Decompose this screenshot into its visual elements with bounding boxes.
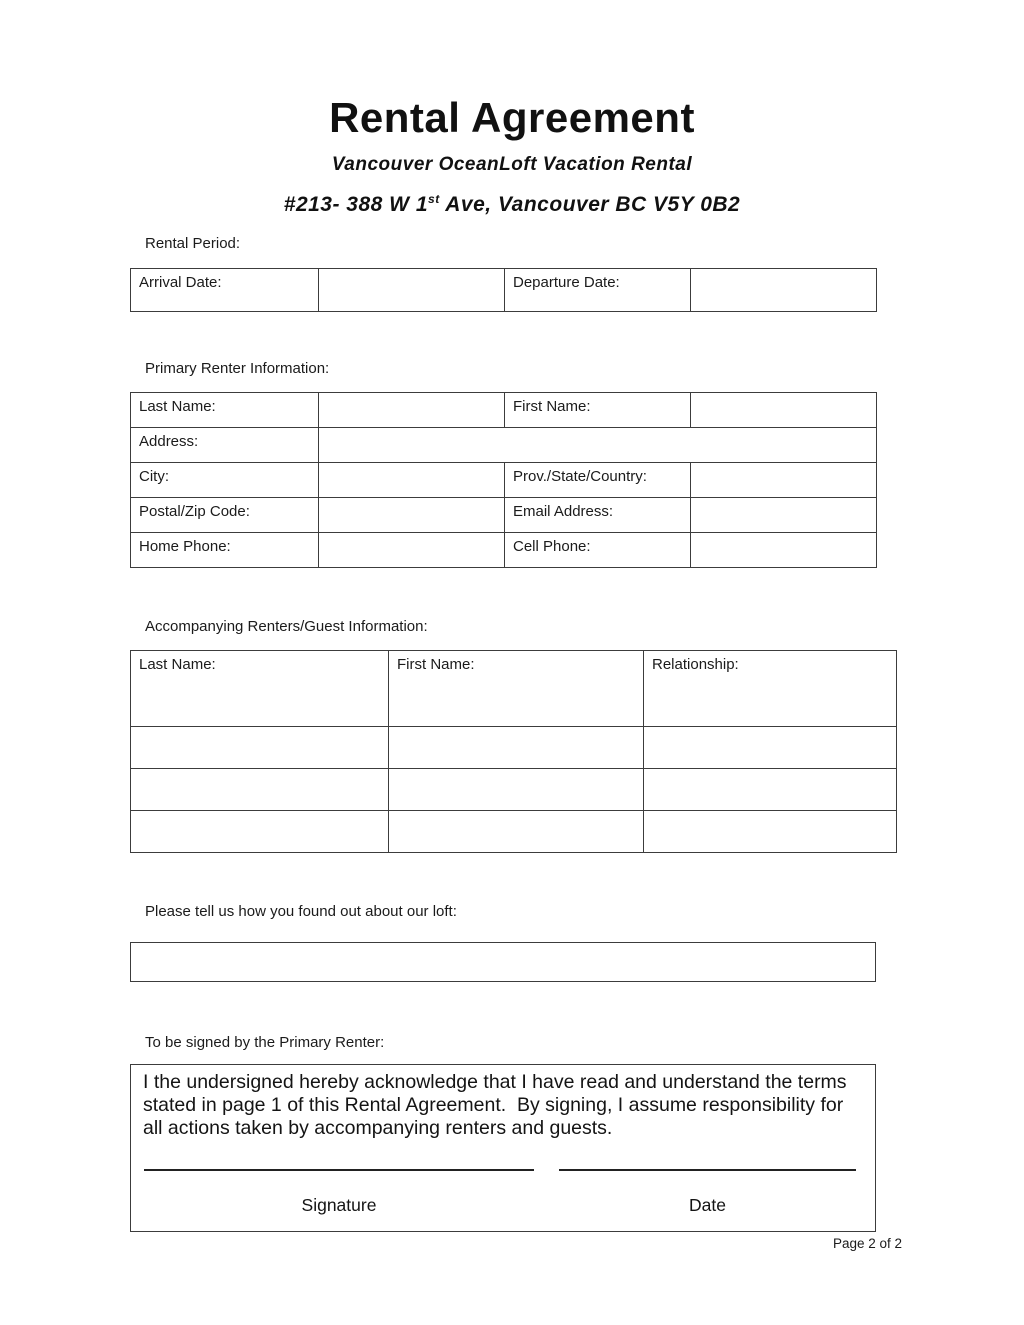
- rental-period-section-label: Rental Period:: [145, 235, 241, 252]
- guest-last-name-header-cell: Last Name:: [131, 651, 389, 727]
- guest-first-name-header-cell: First Name:: [389, 651, 644, 727]
- referral-input-box[interactable]: [130, 942, 876, 982]
- first-name-input-cell[interactable]: [691, 393, 877, 428]
- referral-section-label: Please tell us how you found out about our loft:: [145, 903, 457, 920]
- email-label-cell: Email Address:: [505, 498, 691, 533]
- city-input-cell[interactable]: [319, 463, 505, 498]
- first-name-label-cell: First Name:: [505, 393, 691, 428]
- cell-phone-label-cell: Cell Phone:: [505, 533, 691, 568]
- email-input-cell[interactable]: [691, 498, 877, 533]
- cell-phone-input-cell[interactable]: [691, 533, 877, 568]
- prov-state-country-label-cell: Prov./State/Country:: [505, 463, 691, 498]
- signature-box: [130, 1064, 876, 1232]
- prov-state-country-input-cell[interactable]: [691, 463, 877, 498]
- guest-first-name-input-cell[interactable]: [389, 769, 644, 811]
- primary-renter-table: [130, 392, 877, 568]
- signature-section-label: To be signed by the Primary Renter:: [145, 1034, 385, 1051]
- guest-header-row: [131, 651, 897, 727]
- last-name-label-cell: Last Name:: [131, 393, 319, 428]
- guest-row: [131, 811, 897, 853]
- guest-first-name-input-cell[interactable]: [389, 811, 644, 853]
- primary-renter-section-label: Primary Renter Information:: [145, 360, 330, 377]
- document-address: [0, 192, 1024, 217]
- last-name-input-cell[interactable]: [319, 393, 505, 428]
- postal-zip-input-cell[interactable]: [319, 498, 505, 533]
- table-row: [131, 463, 877, 498]
- arrival-date-label-cell: Arrival Date:: [131, 269, 319, 312]
- guest-last-name-input-cell[interactable]: [131, 811, 389, 853]
- city-label-cell: City:: [131, 463, 319, 498]
- document-title: Rental Agreement: [329, 94, 695, 141]
- guest-last-name-input-cell[interactable]: [131, 727, 389, 769]
- guest-relationship-header-cell: Relationship:: [644, 651, 897, 727]
- table-row: [131, 498, 877, 533]
- address-label-cell: Address:: [131, 428, 319, 463]
- address-text-suffix: Ave, Vancouver BC V5Y 0B2: [439, 193, 741, 216]
- guest-first-name-input-cell[interactable]: [389, 727, 644, 769]
- rental-period-row: [131, 269, 877, 312]
- accompanying-section-label: Accompanying Renters/Guest Information:: [145, 618, 428, 635]
- home-phone-input-cell[interactable]: [319, 533, 505, 568]
- guest-relationship-input-cell[interactable]: [644, 727, 897, 769]
- departure-date-input-cell[interactable]: [691, 269, 877, 312]
- postal-zip-label-cell: Postal/Zip Code:: [131, 498, 319, 533]
- accompanying-guests-table: [130, 650, 897, 853]
- arrival-date-input-cell[interactable]: [319, 269, 505, 312]
- guest-last-name-input-cell[interactable]: [131, 769, 389, 811]
- date-caption: Date: [689, 1195, 726, 1215]
- guest-relationship-input-cell[interactable]: [644, 769, 897, 811]
- address-text-prefix: #213- 388 W 1: [283, 193, 429, 216]
- address-input-cell[interactable]: [319, 428, 877, 463]
- signature-line[interactable]: [144, 1169, 534, 1171]
- departure-date-label-cell: Departure Date:: [505, 269, 691, 312]
- page-number: Page 2 of 2: [832, 1236, 902, 1251]
- rental-period-table: [130, 268, 877, 312]
- signature-caption: Signature: [301, 1195, 377, 1215]
- table-row: [131, 533, 877, 568]
- home-phone-label-cell: Home Phone:: [131, 533, 319, 568]
- guest-row: [131, 769, 897, 811]
- guest-row: [131, 727, 897, 769]
- acknowledgment-text: I the undersigned hereby acknowledge that I have read and understand the terms stated in page 1 of this Rental Agreement. By signing, I assume responsibility for all actions taken by accompanying renters and guests.: [143, 1071, 852, 1139]
- address-ordinal-suffix: st: [428, 192, 440, 206]
- table-row: [131, 428, 877, 463]
- table-row: [131, 393, 877, 428]
- guest-relationship-input-cell[interactable]: [644, 811, 897, 853]
- document-subtitle: Vancouver OceanLoft Vacation Rental: [331, 154, 693, 175]
- date-line[interactable]: [559, 1169, 856, 1171]
